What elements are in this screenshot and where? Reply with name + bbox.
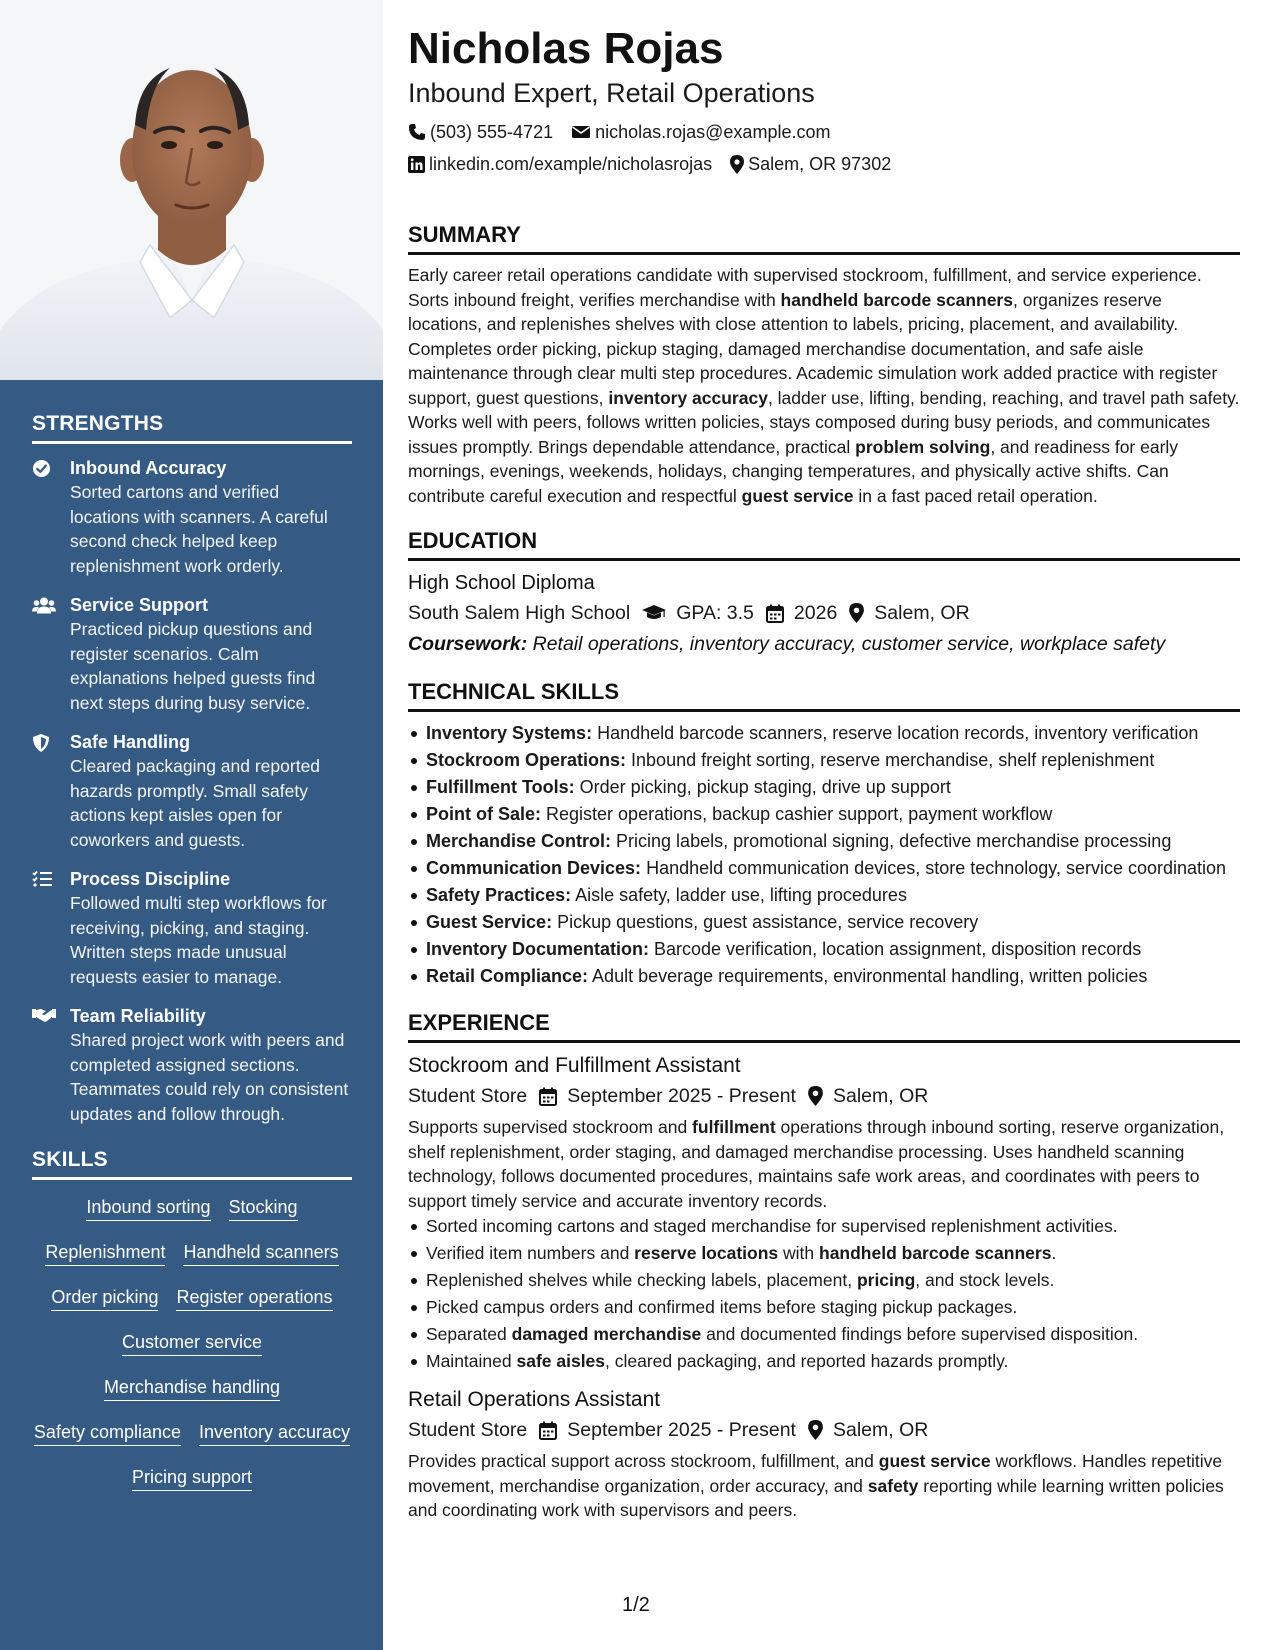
list-check-icon bbox=[32, 867, 70, 989]
job-title: Stockroom and Fulfillment Assistant bbox=[408, 1054, 741, 1077]
technical-skill-item bbox=[408, 855, 1240, 882]
technical-skill-item bbox=[408, 828, 1240, 855]
education-section bbox=[408, 528, 1240, 659]
graduation-cap-icon bbox=[642, 604, 666, 622]
strengths-heading: STRENGTHS bbox=[32, 412, 352, 444]
strength-item bbox=[32, 593, 352, 715]
desc-highlight: guest service bbox=[878, 1451, 991, 1471]
sidebar-content bbox=[32, 412, 352, 1491]
job-bullet bbox=[408, 1348, 1240, 1375]
job-description bbox=[408, 1449, 1240, 1523]
strength-item bbox=[32, 456, 352, 578]
skill-category: Point of Sale: bbox=[426, 804, 542, 824]
skill-tag: Replenishment bbox=[45, 1241, 165, 1266]
desc-part: Provides practical support across stockroom, fulfillment, and bbox=[408, 1451, 879, 1471]
bullet-highlight: safe aisles bbox=[516, 1351, 606, 1371]
map-pin-icon bbox=[849, 603, 864, 623]
skill-details: Register operations, backup cashier support, payment workflow bbox=[541, 804, 1053, 824]
skill-tag: Order picking bbox=[51, 1286, 158, 1311]
summary-part: Early career retail operations candidate with supervised stockroom, fulfillment, and service experience. Sorts inbound freight, verifies merchandise with bbox=[408, 265, 1202, 310]
location-text: Salem, OR 97302 bbox=[748, 154, 892, 174]
handshake-icon bbox=[32, 1004, 70, 1126]
map-pin-icon bbox=[730, 155, 744, 174]
strength-title: Service Support bbox=[70, 595, 209, 615]
skill-category: Guest Service: bbox=[426, 912, 553, 932]
calendar-icon bbox=[539, 1087, 557, 1106]
technical-skills-heading: TECHNICAL SKILLS bbox=[408, 679, 1240, 712]
experience-section bbox=[408, 1010, 1240, 1523]
bullet-part: Verified item numbers and bbox=[426, 1243, 635, 1263]
summary-part: , organizes reserve locations, and replenishes shelves with close attention to labels, pricing, placement, and availability. Completes order picking, pickup staging, damaged merchandise documentation, and safe aisle maintenance through clear multi step procedures. Academic simulation work added practice with register support, guest questions, bbox=[408, 289, 1218, 408]
skill-category: Merchandise Control: bbox=[426, 831, 612, 851]
technical-skill-item bbox=[408, 963, 1240, 990]
gpa-text: GPA: 3.5 bbox=[676, 602, 754, 624]
job-title: Retail Operations Assistant bbox=[408, 1388, 661, 1411]
skill-details: Order picking, pickup staging, drive up support bbox=[574, 777, 951, 797]
summary-part: in a fast paced retail operation. bbox=[853, 485, 1098, 506]
strength-description: Cleared packaging and reported hazards promptly. Small safety actions kept aisles open for coworkers and guests. bbox=[70, 756, 321, 850]
technical-skill-item bbox=[408, 720, 1240, 747]
contact-row-2 bbox=[408, 148, 1240, 180]
bullet-part: Maintained bbox=[426, 1351, 517, 1371]
bullet-part: Separated bbox=[426, 1324, 512, 1344]
skill-details: Adult beverage requirements, environmental handling, written policies bbox=[588, 966, 1148, 986]
skills-heading: SKILLS bbox=[32, 1148, 352, 1180]
strength-title: Safe Handling bbox=[70, 732, 191, 752]
skill-details: Inbound freight sorting, reserve merchandise, shelf replenishment bbox=[626, 750, 1155, 770]
summary-part: , ladder use, lifting, bending, reaching, and travel path safety. Works well with peers, follows written policies, stays composed during busy periods, and communicates issues promptly. Brings dependable attendance, practical bbox=[408, 387, 1240, 457]
summary-heading: SUMMARY bbox=[408, 222, 1240, 255]
strength-item bbox=[32, 730, 352, 852]
job-meta bbox=[408, 1415, 1240, 1445]
skill-details: Barcode verification, location assignment, disposition records bbox=[649, 939, 1142, 959]
strength-description: Sorted cartons and verified locations with scanners. A careful second check helped keep replenishment work orderly. bbox=[70, 482, 328, 576]
check-circle-icon bbox=[32, 456, 70, 578]
skill-tag: Handheld scanners bbox=[183, 1241, 338, 1266]
bullet-highlight: handheld barcode scanners bbox=[819, 1243, 1052, 1263]
job-bullet bbox=[408, 1294, 1240, 1321]
strength-title: Inbound Accuracy bbox=[70, 458, 227, 478]
email-contact[interactable] bbox=[571, 116, 830, 148]
profile-photo bbox=[0, 0, 383, 380]
coursework-label: Coursework: bbox=[408, 633, 528, 655]
linkedin-text: linkedin.com/example/nicholasrojas bbox=[429, 154, 713, 174]
map-pin-icon bbox=[808, 1086, 823, 1106]
job-description bbox=[408, 1115, 1240, 1213]
skill-details: Pickup questions, guest assistance, service recovery bbox=[552, 912, 979, 932]
desc-highlight: safety bbox=[867, 1475, 919, 1496]
contact-row bbox=[408, 116, 1240, 148]
technical-skill-item bbox=[408, 774, 1240, 801]
job-entry bbox=[408, 1385, 1240, 1523]
company-name: Student Store bbox=[408, 1419, 528, 1441]
summary-part: , and readiness for early mornings, evenings, weekends, holidays, changing temperatures, and physically active shifts. Can contribute careful execution and respectful bbox=[408, 436, 1179, 506]
education-meta bbox=[408, 597, 1240, 629]
technical-skills-list bbox=[408, 720, 1240, 990]
sidebar bbox=[0, 0, 383, 1650]
bullet-part: , and stock levels. bbox=[915, 1270, 1055, 1290]
bullet-part: Sorted incoming cartons and staged merchandise for supervised replenishment activities. bbox=[426, 1216, 1118, 1236]
technical-skill-item bbox=[408, 882, 1240, 909]
desc-part: operations through inbound sorting, reserve organization, shelf replenishment, order staging, and damaged merchandise processing. Uses handheld scanning technology, follows documented procedures, maintains safe work areas, and coordinates with peers to support timely service and accurate inventory records. bbox=[408, 1117, 1225, 1211]
job-location: Salem, OR bbox=[832, 1085, 929, 1107]
desc-part: workflows. Handles repetitive movement, merchandise organization, order accuracy, and bbox=[408, 1451, 1223, 1496]
desc-part: Supports supervised stockroom and bbox=[408, 1117, 693, 1137]
job-location: Salem, OR bbox=[832, 1419, 929, 1441]
technical-skill-item bbox=[408, 936, 1240, 963]
summary-highlight: problem solving bbox=[855, 436, 991, 457]
skill-category: Inventory Systems: bbox=[426, 723, 593, 743]
skill-details: Aisle safety, ladder use, lifting procedures bbox=[571, 885, 907, 905]
email-text: nicholas.rojas@example.com bbox=[595, 122, 831, 142]
bullet-part: with bbox=[778, 1243, 819, 1263]
desc-part: reporting while learning written policies and coordinating work with supervisors and peers. bbox=[408, 1475, 1224, 1520]
envelope-icon bbox=[571, 124, 591, 140]
bullet-part: , cleared packaging, and reported hazards promptly. bbox=[605, 1351, 1009, 1371]
skill-tag: Inventory accuracy bbox=[199, 1421, 350, 1446]
technical-skill-item bbox=[408, 747, 1240, 774]
strength-description: Shared project work with peers and completed assigned sections. Teammates could rely on consistent updates and follow through. bbox=[70, 1030, 349, 1124]
job-bullet bbox=[408, 1240, 1240, 1267]
technical-skill-item bbox=[408, 801, 1240, 828]
skill-details: Pricing labels, promotional signing, defective merchandise processing bbox=[611, 831, 1172, 851]
portrait-illustration bbox=[0, 0, 383, 380]
linkedin-contact[interactable] bbox=[408, 148, 712, 180]
job-bullets bbox=[408, 1213, 1240, 1375]
shield-icon bbox=[32, 730, 70, 852]
bullet-part: Picked campus orders and confirmed items before staging pickup packages. bbox=[426, 1297, 1018, 1317]
skill-tag: Register operations bbox=[176, 1286, 332, 1311]
skill-category: Communication Devices: bbox=[426, 858, 642, 878]
job-bullet bbox=[408, 1267, 1240, 1294]
users-gear-icon bbox=[32, 593, 70, 715]
job-dates: September 2025 - Present bbox=[567, 1419, 796, 1441]
skill-details: Handheld communication devices, store technology, service coordination bbox=[641, 858, 1227, 878]
skill-category: Inventory Documentation: bbox=[426, 939, 650, 959]
calendar-icon bbox=[539, 1421, 557, 1440]
linkedin-icon bbox=[408, 156, 425, 173]
bullet-highlight: damaged merchandise bbox=[511, 1324, 702, 1344]
bullet-part: Replenished shelves while checking labels, placement, bbox=[426, 1270, 857, 1290]
map-pin-icon bbox=[808, 1420, 823, 1440]
summary-text bbox=[408, 263, 1240, 508]
degree-title: High School Diploma bbox=[408, 572, 595, 594]
summary-highlight: guest service bbox=[741, 485, 854, 506]
coursework-list: Retail operations, inventory accuracy, customer service, workplace safety bbox=[527, 633, 1166, 655]
skill-tag: Merchandise handling bbox=[104, 1376, 280, 1401]
skill-category: Fulfillment Tools: bbox=[426, 777, 575, 797]
location-contact bbox=[730, 148, 891, 180]
skill-tag: Safety compliance bbox=[34, 1421, 181, 1446]
school-location: Salem, OR bbox=[874, 602, 970, 624]
phone-text: (503) 555-4721 bbox=[430, 122, 554, 142]
coursework bbox=[408, 629, 1240, 659]
main-content bbox=[408, 22, 1240, 1523]
skill-category: Stockroom Operations: bbox=[426, 750, 627, 770]
job-bullet bbox=[408, 1213, 1240, 1240]
desc-highlight: fulfillment bbox=[692, 1117, 776, 1137]
strength-title: Process Discipline bbox=[70, 869, 231, 889]
bullet-part: and documented findings before supervised disposition. bbox=[701, 1324, 1139, 1344]
company-name: Student Store bbox=[408, 1085, 528, 1107]
skill-tag: Pricing support bbox=[132, 1466, 252, 1491]
summary-highlight: handheld barcode scanners bbox=[780, 289, 1013, 310]
strength-description: Followed multi step workflows for receiving, picking, and staging. Written steps made unusual requests easier to manage. bbox=[70, 893, 327, 987]
skill-tag: Customer service bbox=[122, 1331, 262, 1356]
bullet-highlight: pricing bbox=[856, 1270, 916, 1290]
phone-contact[interactable] bbox=[408, 116, 553, 148]
job-bullet bbox=[408, 1321, 1240, 1348]
summary-section bbox=[408, 222, 1240, 508]
technical-skill-item bbox=[408, 909, 1240, 936]
skill-tag: Inbound sorting bbox=[86, 1196, 210, 1221]
skill-tag: Stocking bbox=[229, 1196, 298, 1221]
bullet-highlight: reserve locations bbox=[634, 1243, 779, 1263]
experience-heading: EXPERIENCE bbox=[408, 1010, 1240, 1043]
summary-highlight: inventory accuracy bbox=[608, 387, 768, 408]
strength-item bbox=[32, 867, 352, 989]
skill-category: Safety Practices: bbox=[426, 885, 572, 905]
skill-category: Retail Compliance: bbox=[426, 966, 589, 986]
calendar-icon bbox=[766, 604, 784, 623]
skill-tags bbox=[32, 1192, 352, 1491]
school-name: South Salem High School bbox=[408, 602, 631, 624]
education-heading: EDUCATION bbox=[408, 528, 1240, 561]
strength-description: Practiced pickup questions and register scenarios. Calm explanations helped guests find next steps during busy service. bbox=[70, 619, 316, 713]
candidate-name: Nicholas Rojas bbox=[408, 24, 724, 73]
bullet-part: . bbox=[1051, 1243, 1057, 1263]
skill-details: Handheld barcode scanners, reserve location records, inventory verification bbox=[592, 723, 1199, 743]
graduation-year: 2026 bbox=[793, 602, 838, 624]
job-entry bbox=[408, 1051, 1240, 1375]
job-dates: September 2025 - Present bbox=[567, 1085, 796, 1107]
page-number: 1/2 bbox=[622, 1594, 650, 1616]
candidate-headline: Inbound Expert, Retail Operations bbox=[408, 78, 815, 108]
phone-icon bbox=[408, 123, 426, 141]
strength-item bbox=[32, 1004, 352, 1126]
strength-title: Team Reliability bbox=[70, 1006, 206, 1026]
job-meta bbox=[408, 1081, 1240, 1111]
technical-skills-section bbox=[408, 679, 1240, 990]
